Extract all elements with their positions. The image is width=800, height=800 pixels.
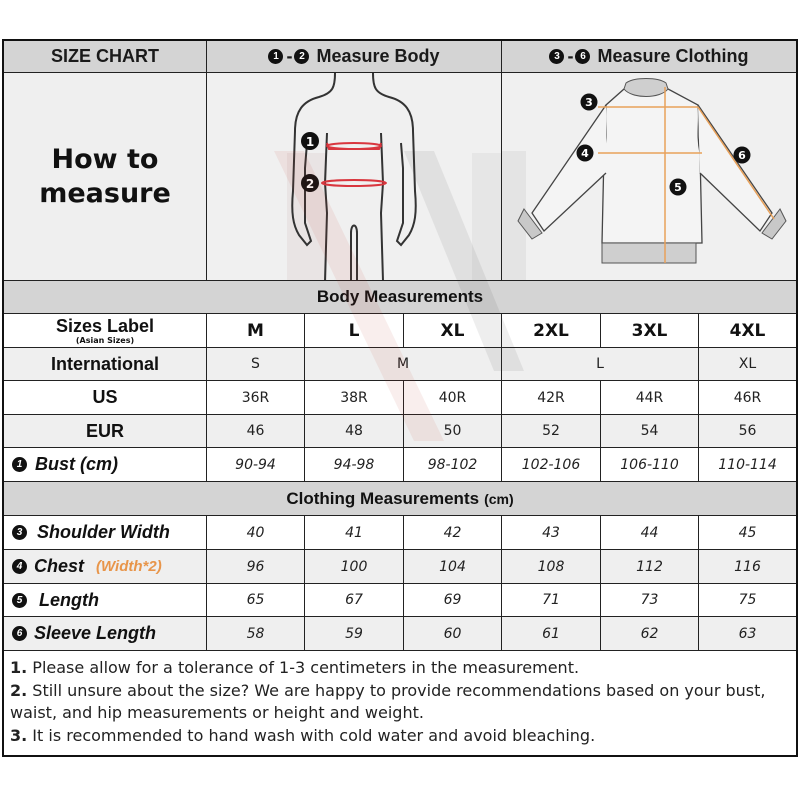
chest-value: 104 bbox=[404, 550, 502, 584]
bust-label: 1 Bust (cm) bbox=[4, 448, 207, 482]
measure-clothing-header: 3 - 6 Measure Clothing bbox=[502, 41, 796, 73]
sleeve-value: 63 bbox=[699, 617, 796, 651]
size-chart-table bbox=[2, 39, 798, 757]
svg-text:3: 3 bbox=[585, 96, 593, 109]
clothing-diagram-cell bbox=[502, 73, 796, 281]
shoulder-value: 41 bbox=[305, 516, 404, 550]
badge-icon: 3 bbox=[12, 525, 27, 540]
size-col-xl: XL bbox=[404, 314, 502, 348]
size-chart-title: SIZE CHART bbox=[51, 46, 159, 66]
bust-value: 90-94 bbox=[207, 448, 305, 482]
badge-icon: 5 bbox=[12, 593, 27, 608]
chest-value: 116 bbox=[699, 550, 796, 584]
us-value: 36R bbox=[207, 381, 305, 415]
chest-value: 108 bbox=[502, 550, 601, 584]
length-value: 75 bbox=[699, 584, 796, 617]
size-chart-title-cell bbox=[4, 41, 207, 73]
intl-l: L bbox=[502, 348, 699, 381]
international-label: International bbox=[4, 348, 207, 381]
how-to-line2: measure bbox=[39, 177, 171, 209]
size-col-l: L bbox=[305, 314, 404, 348]
length-value: 69 bbox=[404, 584, 502, 617]
shoulder-value: 45 bbox=[699, 516, 796, 550]
size-col-m: M bbox=[207, 314, 305, 348]
size-col-2xl: 2XL bbox=[502, 314, 601, 348]
badge-icon: 1 bbox=[268, 49, 283, 64]
us-value: 38R bbox=[305, 381, 404, 415]
sleeve-value: 61 bbox=[502, 617, 601, 651]
svg-text:1: 1 bbox=[305, 135, 315, 149]
badge-icon: 4 bbox=[12, 559, 27, 574]
us-value: 42R bbox=[502, 381, 601, 415]
note-item: 2. Still unsure about the size? We are happy to provide recommendations based on your bust, waist, and hip measurements or height and weight. bbox=[10, 680, 766, 722]
badge-icon: 6 bbox=[12, 626, 27, 641]
us-label: US bbox=[4, 381, 207, 415]
eur-value: 54 bbox=[601, 415, 699, 448]
note-item: 1. Please allow for a tolerance of 1-3 centimeters in the measurement. bbox=[10, 658, 580, 677]
svg-text:4: 4 bbox=[581, 147, 589, 160]
length-value: 67 bbox=[305, 584, 404, 617]
length-value: 71 bbox=[502, 584, 601, 617]
sleeve-value: 60 bbox=[404, 617, 502, 651]
badge-icon: 2 bbox=[294, 49, 309, 64]
care-notes bbox=[4, 651, 796, 755]
measure-body-header: 1 - 2 Measure Body bbox=[207, 41, 502, 73]
us-value: 46R bbox=[699, 381, 796, 415]
badge-icon: 6 bbox=[575, 49, 590, 64]
bust-value: 110-114 bbox=[699, 448, 796, 482]
body-figure-icon bbox=[207, 73, 502, 281]
badge-icon: 1 bbox=[12, 457, 27, 472]
us-value: 44R bbox=[601, 381, 699, 415]
sizes-label-cell: Sizes Label (Asian Sizes) bbox=[4, 314, 207, 348]
sleeve-length-label: 6 Sleeve Length bbox=[4, 617, 207, 651]
intl-s: S bbox=[207, 348, 305, 381]
chest-value: 100 bbox=[305, 550, 404, 584]
chest-value: 96 bbox=[207, 550, 305, 584]
measure-body-label: Measure Body bbox=[316, 46, 440, 66]
length-value: 65 bbox=[207, 584, 305, 617]
bust-value: 98-102 bbox=[404, 448, 502, 482]
size-col-3xl: 3XL bbox=[601, 314, 699, 348]
body-diagram-cell bbox=[207, 73, 502, 281]
eur-value: 50 bbox=[404, 415, 502, 448]
note-item: 3. It is recommended to hand wash with cold water and avoid bleaching. bbox=[10, 725, 596, 745]
shoulder-value: 43 bbox=[502, 516, 601, 550]
eur-value: 56 bbox=[699, 415, 796, 448]
svg-text:2: 2 bbox=[305, 177, 315, 191]
eur-value: 48 bbox=[305, 415, 404, 448]
sleeve-value: 62 bbox=[601, 617, 699, 651]
shoulder-width-label: 3 Shoulder Width bbox=[4, 516, 207, 550]
clothing-measurements-header: Clothing Measurements (cm) bbox=[4, 482, 796, 516]
badge-icon: 3 bbox=[549, 49, 564, 64]
eur-value: 52 bbox=[502, 415, 601, 448]
bust-value: 102-106 bbox=[502, 448, 601, 482]
shoulder-value: 44 bbox=[601, 516, 699, 550]
sleeve-value: 59 bbox=[305, 617, 404, 651]
chest-width-note: (Width*2) bbox=[96, 558, 162, 575]
chest-label: 4 Chest (Width*2) bbox=[4, 550, 207, 584]
us-value: 40R bbox=[404, 381, 502, 415]
body-measurements-header: Body Measurements bbox=[4, 281, 796, 314]
eur-value: 46 bbox=[207, 415, 305, 448]
svg-text:5: 5 bbox=[674, 181, 682, 194]
how-to-line1: How to bbox=[51, 143, 159, 175]
svg-text:6: 6 bbox=[738, 149, 746, 162]
length-value: 73 bbox=[601, 584, 699, 617]
length-label: 5 Length bbox=[4, 584, 207, 617]
shoulder-value: 40 bbox=[207, 516, 305, 550]
bust-value: 94-98 bbox=[305, 448, 404, 482]
bust-value: 106-110 bbox=[601, 448, 699, 482]
shoulder-value: 42 bbox=[404, 516, 502, 550]
eur-label: EUR bbox=[4, 415, 207, 448]
intl-xl: XL bbox=[699, 348, 796, 381]
chest-value: 112 bbox=[601, 550, 699, 584]
how-to-measure-cell bbox=[4, 73, 207, 281]
sleeve-value: 58 bbox=[207, 617, 305, 651]
sweater-figure-icon bbox=[502, 73, 796, 281]
intl-m: M bbox=[305, 348, 502, 381]
size-col-4xl: 4XL bbox=[699, 314, 796, 348]
measure-clothing-label: Measure Clothing bbox=[597, 46, 749, 66]
